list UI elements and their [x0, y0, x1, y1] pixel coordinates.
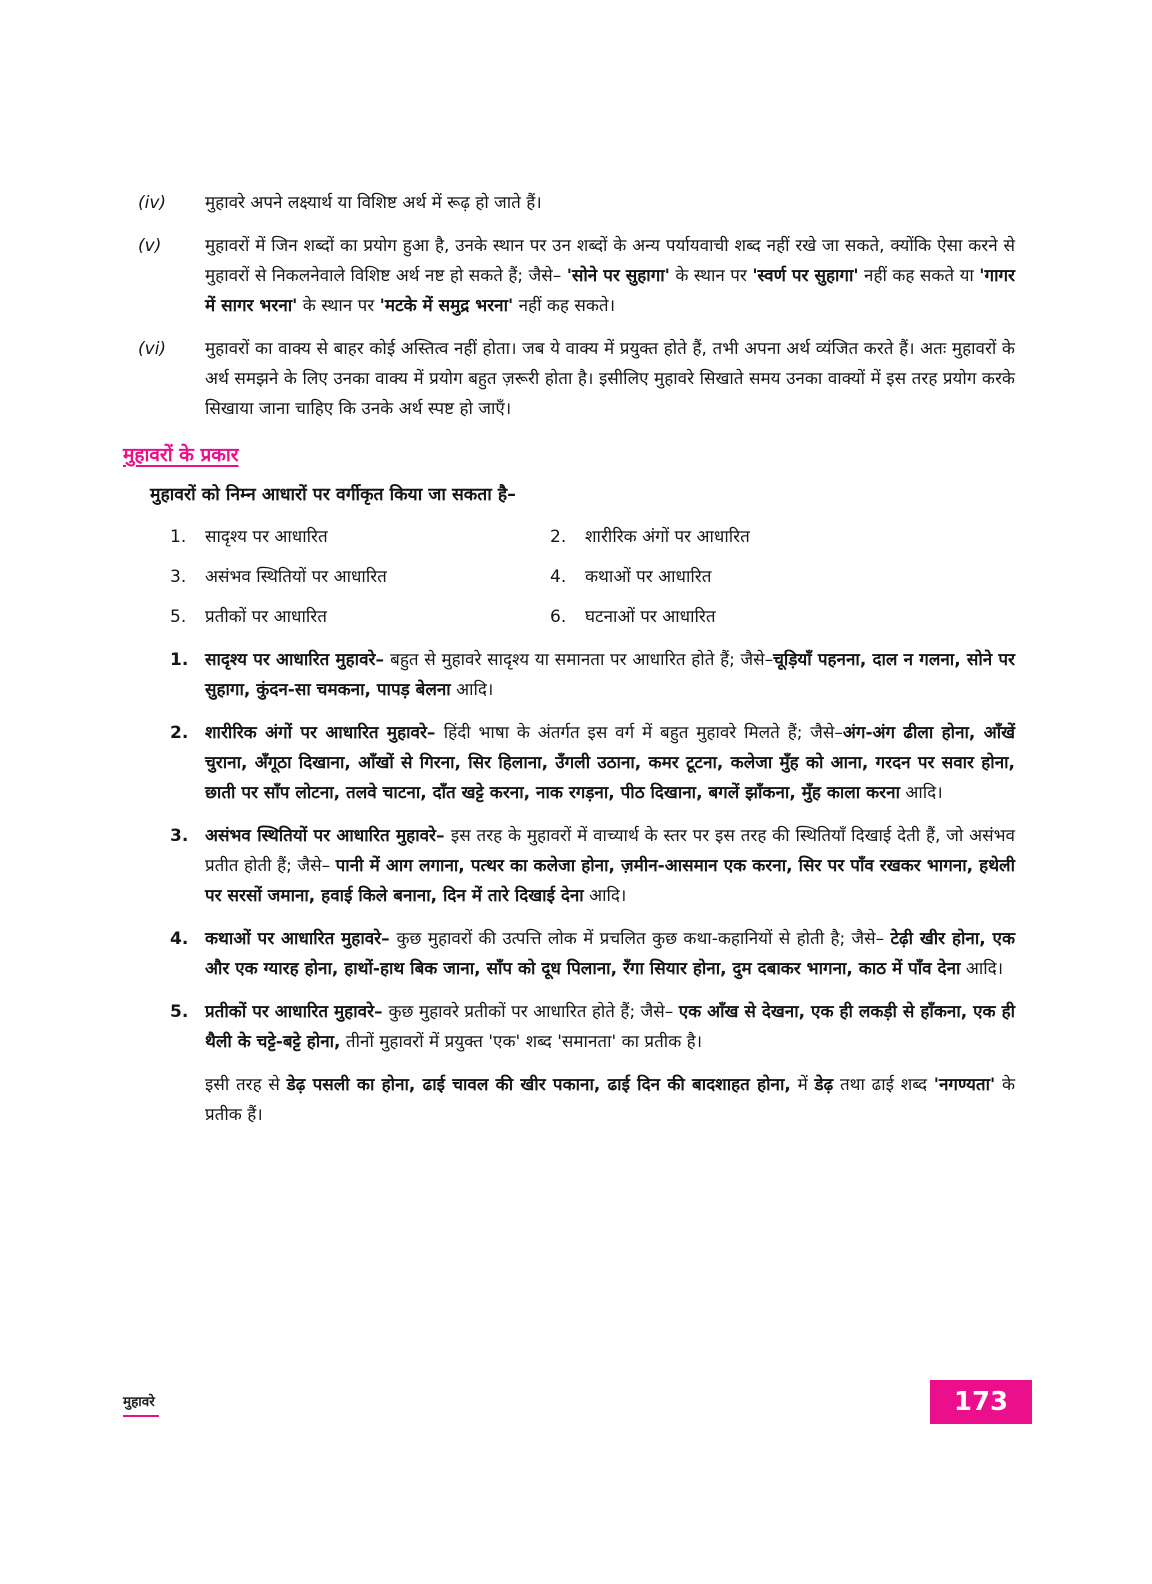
text-segment: आदि। [899, 783, 943, 803]
text-segment: में [790, 1075, 815, 1095]
detail-item [123, 924, 1015, 984]
type-number: 5. [170, 607, 187, 627]
type-number: 4. [550, 567, 567, 587]
bold-text-segment: अंग-अंग ढीला होना, आँखें चुराना, अँगूठा दिखाना, आँखों से गिरना, सिर हिलाना, उँगली उठाना, कमर टूटना, कलेजा मुँह को आना, गरदन पर सवार होना, छाती पर साँप लोटना, तलवे चाटना, दाँत खट्टे करना, नाक रगड़ना, पीठ दिखाना, बगलें झाँकना, मुँह काला करना [205, 723, 1015, 803]
detail-item [123, 718, 1015, 808]
bold-text-segment: कथाओं पर आधारित मुहावरे– [205, 929, 397, 949]
item-marker: (v) [138, 236, 162, 256]
text-segment: हिंदी भाषा के अंतर्गत इस वर्ग में बहुत मुहावरे मिलते हैं; जैसे– [443, 723, 843, 743]
intro-item [123, 231, 1015, 321]
text-segment: आदि। [960, 959, 1004, 979]
bold-text-segment: 'सोने पर सुहागा' [566, 266, 670, 286]
text-segment: आदि। [450, 680, 494, 700]
page-number-badge [930, 1380, 1032, 1424]
type-list-item [550, 563, 1015, 592]
text-segment: मुहावरों में जिन शब्दों का प्रयोग हुआ है, उनके स्थान पर उन शब्दों के अन्य पर्यायवाची शब्द नहीं रखे जा सकते, क्योंकि ऐसा करने से मुहावरों से निकलनेवाले विशिष्ट अर्थ नष्ट हो सकते हैं; जैसे– [205, 236, 1015, 286]
detail-number: 1. [170, 650, 189, 670]
bold-text-segment: 'नगण्यता' [933, 1075, 996, 1095]
text-segment: तीनों मुहावरों में प्रयुक्त 'एक' शब्द 'समानता' का प्रतीक है। [340, 1032, 703, 1052]
type-label: शारीरिक अंगों पर आधारित [585, 527, 750, 547]
bold-text-segment: प्रतीकों पर आधारित मुहावरे– [205, 1002, 389, 1022]
bold-text-segment: सादृश्य पर आधारित मुहावरे– [205, 650, 391, 670]
text-segment: इसी तरह से [205, 1075, 287, 1095]
type-label: सादृश्य पर आधारित [205, 527, 328, 547]
intro-item [123, 188, 1015, 218]
item-text [205, 334, 1015, 424]
type-list-item [550, 603, 1015, 632]
text-segment: नहीं कह सकते। [513, 296, 616, 316]
item-text [205, 188, 1015, 218]
closing-paragraph [205, 1070, 1015, 1130]
detail-number: 2. [170, 723, 189, 743]
detail-text [205, 718, 1015, 808]
item-text [205, 231, 1015, 321]
text-segment: के प्रतीक हैं। [205, 1075, 1015, 1125]
bold-text-segment: 'मटके में समुद्र भरना' [379, 296, 514, 316]
detail-text [205, 997, 1015, 1057]
type-list-item [550, 523, 1015, 552]
bold-text-segment: डेढ़ पसली का होना, ढाई चावल की खीर पकाना, ढाई दिन की बादशाहत होना, [286, 1075, 791, 1095]
text-segment: बहुत से मुहावरे सादृश्य या समानता पर आधारित होते हैं; जैसे– [390, 650, 774, 670]
detail-item [123, 997, 1015, 1057]
type-grid [123, 523, 1015, 632]
detail-text [205, 924, 1015, 984]
type-number: 3. [170, 567, 187, 587]
bold-text-segment: असंभव स्थितियों पर आधारित मुहावरे– [205, 826, 451, 846]
detail-number: 4. [170, 929, 189, 949]
detail-number: 3. [170, 826, 189, 846]
text-segment: तथा ढाई शब्द [833, 1075, 934, 1095]
text-segment: इस तरह के मुहावरों में वाच्यार्थ के स्तर पर इस तरह की स्थितियाँ दिखाई देती हैं, जो असंभव प्रतीत होती हैं; जैसे– [205, 826, 1015, 876]
page-content [123, 188, 1015, 1130]
type-number: 1. [170, 527, 187, 547]
section-heading: मुहावरों के प्रकार [123, 444, 239, 466]
type-list-item [170, 563, 550, 592]
bold-text-segment: 'स्वर्ण पर सुहागा' [752, 266, 859, 286]
text-segment: मुहावरे अपने लक्ष्यार्थ या विशिष्ट अर्थ में रूढ़ हो जाते हैं। [205, 193, 542, 213]
detail-text [205, 821, 1015, 911]
text-segment: कुछ मुहावरों की उत्पत्ति लोक में प्रचलित कुछ कथा-कहानियों से होती है; जैसे– [396, 929, 891, 949]
detail-item [123, 821, 1015, 911]
bold-text-segment: टेढ़ी खीर होना, एक और एक ग्यारह होना, हाथों-हाथ बिक जाना, साँप को दूध पिलाना, रँगा सियार होना, दुम दबाकर भागना, काठ में पाँव देना [205, 929, 1015, 979]
bold-text-segment: चूड़ियाँ पहनना, दाल न गलना, सोने पर सुहागा, कुंदन-सा चमकना, पापड़ बेलना [205, 650, 1015, 700]
text-segment: आदि। [583, 886, 627, 906]
detail-text [205, 645, 1015, 705]
item-marker: (iv) [138, 193, 167, 213]
text-segment: नहीं कह सकते या [858, 266, 980, 286]
bold-text-segment: शारीरिक अंगों पर आधारित मुहावरे– [205, 723, 444, 743]
intro-item [123, 334, 1015, 424]
bold-text-segment: डेढ़ [814, 1075, 834, 1095]
type-list-item [170, 603, 550, 632]
detail-list [123, 645, 1015, 1057]
type-label: असंभव स्थितियों पर आधारित [205, 567, 387, 587]
detail-number: 5. [170, 1002, 189, 1022]
type-number: 2. [550, 527, 567, 547]
item-marker: (vi) [138, 339, 167, 359]
text-segment: के स्थान पर [297, 296, 380, 316]
bold-text-segment: एक आँख से देखना, एक ही लकड़ी से हाँकना, एक ही थैली के चट्टे-बट्टे होना, [205, 1002, 1016, 1052]
text-segment: कुछ मुहावरे प्रतीकों पर आधारित होते हैं; जैसे– [388, 1002, 679, 1022]
type-label: कथाओं पर आधारित [585, 567, 712, 587]
detail-item [123, 645, 1015, 705]
text-segment: के स्थान पर [669, 266, 753, 286]
page-number: 173 [953, 1387, 1009, 1417]
bold-text-segment: पानी में आग लगाना, पत्थर का कलेजा होना, ज़मीन-आसमान एक करना, सिर पर पाँव रखकर भागना, हथेली पर सरसों जमाना, हवाई किले बनाना, दिन में तारे दिखाई देना [205, 856, 1015, 906]
type-label: घटनाओं पर आधारित [585, 607, 716, 627]
section-lead: मुहावरों को निम्न आधारों पर वर्गीकृत किया जा सकता है– [150, 485, 516, 505]
type-number: 6. [550, 607, 567, 627]
bold-text-segment: 'गागर में सागर भरना' [205, 266, 1015, 316]
type-label: प्रतीकों पर आधारित [205, 607, 327, 627]
intro-list [123, 188, 1015, 424]
type-list-item [170, 523, 550, 552]
text-segment: मुहावरों का वाक्य से बाहर कोई अस्तित्व नहीं होता। जब ये वाक्य में प्रयुक्त होते हैं, तभी अपना अर्थ व्यंजित करते हैं। अतः मुहावरों के अर्थ समझने के लिए उनका वाक्य में प्रयोग बहुत ज़रूरी होता है। इसीलिए मुहावरे सिखाते समय उनका वाक्यों में इस तरह प्रयोग करके सिखाया जाना चाहिए कि उनके अर्थ स्पष्ट हो जाएँ। [205, 339, 1015, 419]
footer-label: मुहावरे [123, 1392, 159, 1417]
